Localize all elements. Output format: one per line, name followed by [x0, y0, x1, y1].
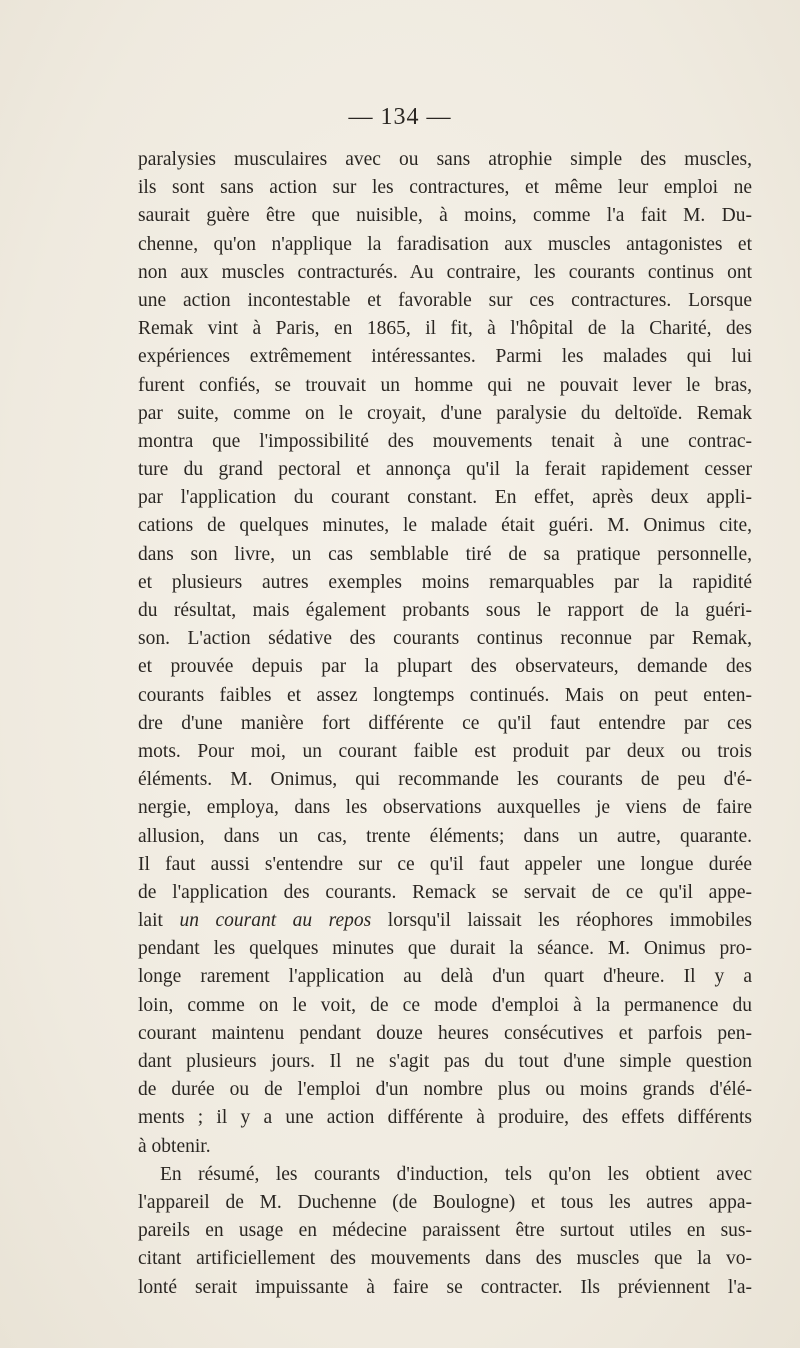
text-line: furent confiés, se trouvait un homme qui ne pouvait lever le bras, — [138, 374, 752, 396]
text-line: de l'application des courants. Remack se servait de ce qu'il appe- — [138, 881, 752, 903]
body-text — [138, 146, 752, 1302]
text-line: expériences extrêmement intéressantes. Parmi les malades qui lui — [138, 346, 752, 368]
text-line: montra que l'impossibilité des mouvements tenait à une contrac- — [138, 430, 752, 452]
text-line: et plusieurs autres exemples moins remarquables par la rapidité — [138, 571, 752, 593]
text-line: courant maintenu pendant douze heures consécutives et parfois pen- — [138, 1022, 752, 1044]
text-line: une action incontestable et favorable sur ces contractures. Lorsque — [138, 289, 752, 311]
page-number: — 134 — — [348, 104, 452, 130]
text-line: loin, comme on le voit, de ce mode d'emploi à la permanence du — [138, 994, 752, 1016]
text-line: son. L'action sédative des courants continus reconnue par Remak, — [138, 628, 752, 650]
paragraph-start-line: En résumé, les courants d'induction, tels qu'on les obtient avec — [160, 1163, 752, 1185]
text-line: dant plusieurs jours. Il ne s'agit pas du tout d'une simple question — [138, 1051, 752, 1072]
text-line: cations de quelques minutes, le malade était guéri. M. Onimus cite, — [138, 515, 752, 537]
text-line: à obtenir. — [138, 1135, 211, 1157]
text-line: citant artificiellement des mouvements dans des muscles que la vo- — [138, 1248, 752, 1270]
text-fragment: lait — [138, 910, 180, 932]
text-line: Il faut aussi s'entendre sur ce qu'il faut appeler une longue durée — [138, 853, 752, 875]
text-line: ils sont sans action sur les contractures, et même leur emploi ne — [138, 177, 752, 199]
text-line-with-italic — [138, 907, 752, 935]
text-line: dre d'une manière fort différente ce qu'il faut entendre par ces — [138, 712, 752, 734]
text-line: par suite, comme on le croyait, d'une paralysie du deltoïde. Remak — [138, 402, 752, 424]
text-line: chenne, qu'on n'applique la faradisation aux muscles antagonistes et — [138, 233, 752, 255]
text-line: du résultat, mais également probants sous le rapport de la guéri- — [138, 600, 752, 621]
text-line: nergie, employa, dans les observations auxquelles je viens de faire — [138, 797, 752, 819]
text-line: ments ; il y a une action différente à produire, des effets différents — [138, 1107, 752, 1129]
text-line: pendant les quelques minutes que durait la séance. M. Onimus pro- — [138, 938, 752, 960]
text-line: par l'application du courant constant. En effet, après deux appli- — [138, 487, 752, 509]
text-line: éléments. M. Onimus, qui recommande les courants de peu d'é- — [138, 769, 752, 791]
text-line: non aux muscles contracturés. Au contraire, les courants continus ont — [138, 261, 752, 283]
text-line: de durée ou de l'emploi d'un nombre plus ou moins grands d'élé- — [138, 1079, 752, 1101]
text-line: ture du grand pectoral et annonça qu'il la ferait rapidement cesser — [138, 459, 752, 481]
text-line: lonté serait impuissante à faire se contracter. Ils préviennent l'a- — [138, 1276, 752, 1298]
text-line: dans son livre, un cas semblable tiré de sa pratique personnelle, — [138, 543, 752, 565]
text-line: paralysies musculaires avec ou sans atrophie simple des muscles, — [138, 149, 752, 170]
text-line: mots. Pour moi, un courant faible est produit par deux ou trois — [138, 740, 752, 762]
text-line: Remak vint à Paris, en 1865, il fit, à l'hôpital de la Charité, des — [138, 318, 752, 340]
text-line: longe rarement l'application au delà d'un quart d'heure. Il y a — [138, 966, 752, 988]
text-line: pareils en usage en médecine paraissent être surtout utiles en sus- — [138, 1220, 752, 1242]
text-line: et prouvée depuis par la plupart des observateurs, demande des — [138, 656, 752, 678]
text-line: allusion, dans un cas, trente éléments; dans un autre, quarante. — [138, 825, 752, 847]
text-line: l'appareil de M. Duchenne (de Boulogne) et tous les autres appa- — [138, 1191, 752, 1213]
italic-phrase: un courant au repos — [179, 910, 372, 932]
text-line: courants faibles et assez longtemps continués. Mais on peut enten- — [138, 684, 752, 706]
text-fragment: lorsqu'il laissait les réophores immobiles — [371, 910, 752, 932]
text-line: saurait guère être que nuisible, à moins, comme l'a fait M. Du- — [138, 205, 752, 227]
